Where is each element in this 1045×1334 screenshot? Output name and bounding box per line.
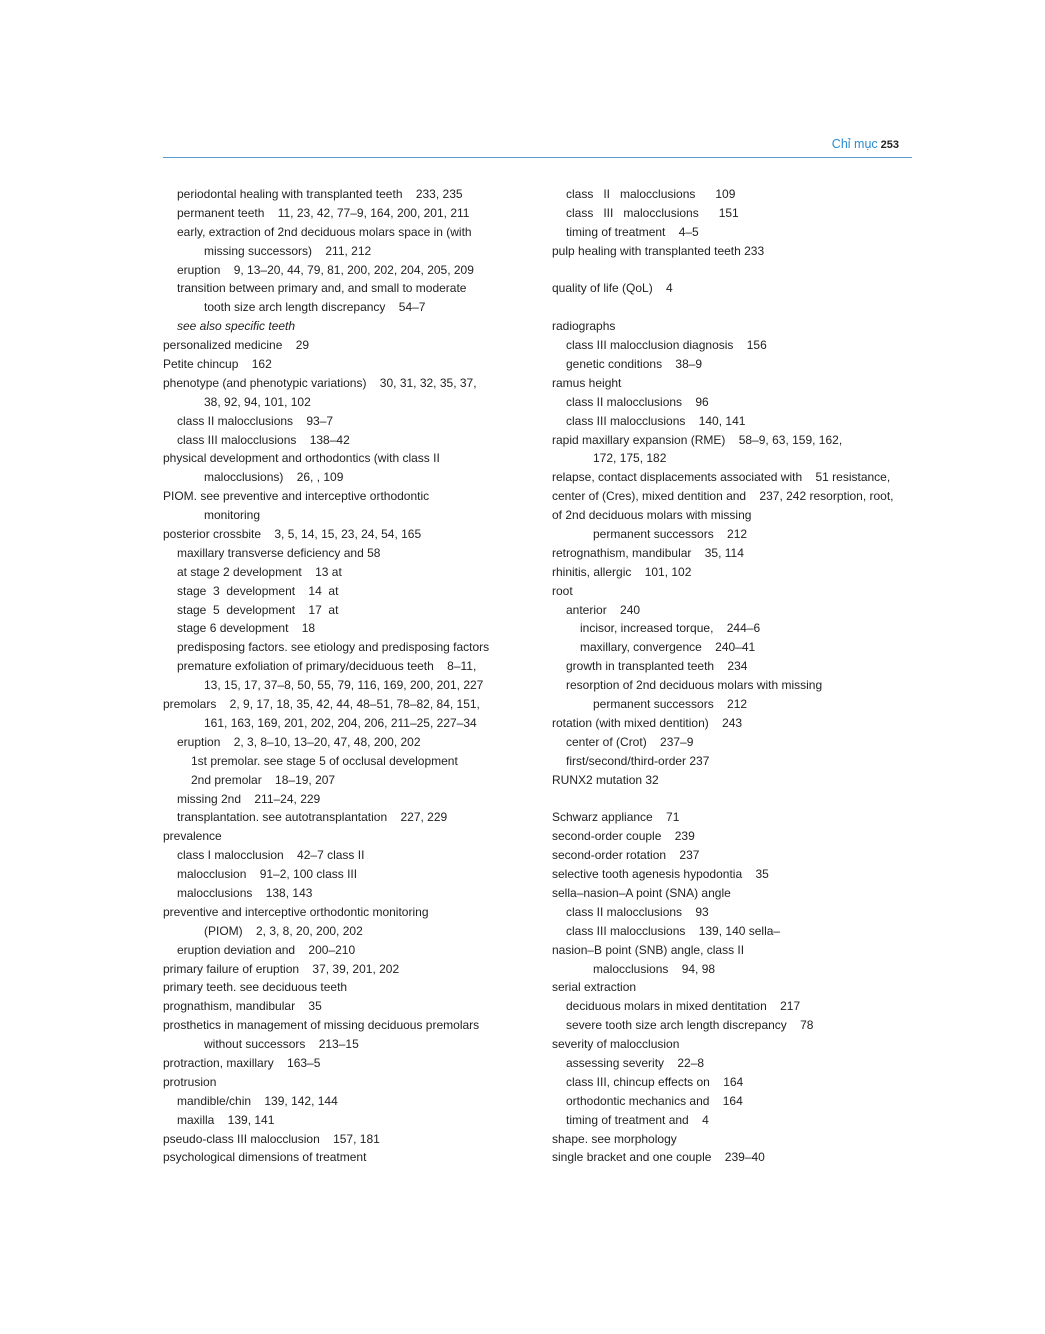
index-entry: malocclusion 91–2, 100 class III <box>177 867 358 882</box>
index-entry: radiographs <box>552 319 616 334</box>
index-entry: prevalence <box>163 829 222 844</box>
index-entry: relapse, contact displacements associated with 51 resistance, <box>552 470 891 485</box>
index-entry: assessing severity 22–8 <box>566 1055 705 1070</box>
index-entry: pulp healing with transplanted teeth 233 <box>552 243 765 258</box>
index-entry: transplantation. see autotransplantation 227, 229 <box>177 810 448 825</box>
index-column-right <box>552 185 917 1167</box>
index-entry: periodontal healing with transplanted teeth 233, 235 <box>177 187 463 201</box>
index-entry: RUNX2 mutation 32 <box>552 772 659 787</box>
header-rule <box>163 157 912 158</box>
index-entry: rotation (with mixed dentition) 243 <box>552 715 743 730</box>
index-entry: growth in transplanted teeth 234 <box>566 659 748 674</box>
index-entry: 161, 163, 169, 201, 202, 204, 206, 211–25, 227–34 <box>204 715 477 730</box>
index-entry: nasion–B point (SNB) angle, class II <box>552 942 745 957</box>
index-entry: of 2nd deciduous molars with missing <box>552 508 752 523</box>
index-entry: missing 2nd 211–24, 229 <box>177 791 321 806</box>
index-entry: rhinitis, allergic 101, 102 <box>552 564 692 579</box>
index-entry: maxillary, convergence 240–41 <box>580 640 756 655</box>
index-entry: permanent successors 212 <box>593 527 748 542</box>
index-entry: preventive and interceptive orthodontic monitoring <box>163 904 429 919</box>
index-entry: early, extraction of 2nd deciduous molars space in (with <box>177 224 472 239</box>
index-entry: class III malocclusions 140, 141 <box>566 413 746 428</box>
index-entry: first/second/third-order 237 <box>566 753 710 768</box>
index-entry: single bracket and one couple 239–40 <box>552 1150 765 1165</box>
index-entry: ramus height <box>552 375 622 390</box>
index-entry: eruption deviation and 200–210 <box>177 942 356 957</box>
index-entry: tooth size arch length discrepancy 54–7 <box>204 300 426 315</box>
index-entry: class III malocclusions 151 <box>566 205 739 220</box>
index-entry: predisposing factors. see etiology and predisposing factors <box>177 640 490 655</box>
index-entry: class III malocclusions 139, 140 sella– <box>566 923 781 938</box>
index-entry: 172, 175, 182 <box>593 451 667 466</box>
index-entry: deciduous molars in mixed dentitation 217 <box>566 999 801 1014</box>
index-entry: severity of malocclusion <box>552 1037 680 1052</box>
index-entry: stage 6 development 18 <box>177 621 316 636</box>
index-entry: (PIOM) 2, 3, 8, 20, 200, 202 <box>204 923 363 938</box>
index-entry: at stage 2 development 13 at <box>177 564 342 579</box>
index-entry: prosthetics in management of missing deciduous premolars <box>163 1018 480 1033</box>
index-entry: class II malocclusions 93–7 <box>177 413 334 428</box>
index-entry: orthodontic mechanics and 164 <box>566 1093 743 1108</box>
index-entry: primary failure of eruption 37, 39, 201, 202 <box>163 961 400 976</box>
index-column-left <box>163 185 513 1167</box>
index-entry: anterior 240 <box>566 602 641 617</box>
index-entry: protraction, maxillary 163–5 <box>163 1055 321 1070</box>
index-entry: rapid maxillary expansion (RME) 58–9, 63, 159, 162, <box>552 432 843 447</box>
index-entry: class III malocclusions 138–42 <box>177 432 350 447</box>
index-entry: maxilla 139, 141 <box>177 1112 275 1127</box>
index-entry: permanent successors 212 <box>593 697 748 712</box>
index-entry: genetic conditions 38–9 <box>566 357 703 372</box>
index-entry: physical development and orthodontics (with class II <box>163 451 440 466</box>
index-entry: 38, 92, 94, 101, 102 <box>204 394 311 409</box>
index-entry: Schwarz appliance 71 <box>552 810 680 825</box>
index-entry: eruption 2, 3, 8–10, 13–20, 47, 48, 200, 202 <box>177 734 421 749</box>
index-entry: premature exfoliation of primary/deciduous teeth 8–11, <box>177 659 477 674</box>
index-entry: center of (Cres), mixed dentition and 237, 242 resorption, root, <box>552 489 894 504</box>
index-entry: class II malocclusions 109 <box>566 187 736 201</box>
index-entry: incisor, increased torque, 244–6 <box>580 621 761 636</box>
index-entry: malocclusions 94, 98 <box>593 961 716 976</box>
index-entry: second-order couple 239 <box>552 829 695 844</box>
index-entry: phenotype (and phenotypic variations) 30, 31, 32, 35, 37, <box>163 375 477 390</box>
index-entry: class I malocclusion 42–7 class II <box>177 848 365 863</box>
index-entry: missing successors) 211, 212 <box>204 243 372 258</box>
index-entry: personalized medicine 29 <box>163 338 310 353</box>
index-spacer <box>552 790 917 809</box>
index-entry: eruption 9, 13–20, 44, 79, 81, 200, 202, 204, 205, 209 <box>177 262 474 277</box>
index-entry: malocclusions 138, 143 <box>177 885 313 900</box>
running-head-label: Chỉ mục <box>831 137 878 151</box>
index-entry: stage 5 development 17 at <box>177 602 339 617</box>
index-entry: center of (Crot) 237–9 <box>566 734 694 749</box>
index-entry: malocclusions) 26, , 109 <box>204 470 344 485</box>
index-entry: premolars 2, 9, 17, 18, 35, 42, 44, 48–51, 78–82, 84, 151, <box>163 697 480 712</box>
index-entry: root <box>552 583 573 598</box>
index-spacer <box>552 298 917 317</box>
index-entry: posterior crossbite 3, 5, 14, 15, 23, 24, 54, 165 <box>163 527 422 542</box>
index-entry: sella–nasion–A point (SNA) angle <box>552 885 731 900</box>
index-entry: class II malocclusions 93 <box>566 904 709 919</box>
index-entry: psychological dimensions of treatment <box>163 1150 367 1165</box>
index-entry: pseudo-class III malocclusion 157, 181 <box>163 1131 380 1146</box>
index-spacer <box>552 261 917 280</box>
index-entry: selective tooth agenesis hypodontia 35 <box>552 867 769 882</box>
index-entry: serial extraction <box>552 980 637 995</box>
index-entry: class II malocclusions 96 <box>566 394 709 409</box>
index-entry: second-order rotation 237 <box>552 848 700 863</box>
index-entry: permanent teeth 11, 23, 42, 77–9, 164, 200, 201, 211 <box>177 205 470 220</box>
page-number: 253 <box>880 139 899 151</box>
index-entry: timing of treatment 4–5 <box>566 224 699 239</box>
index-entry: maxillary transverse deficiency and 58 <box>177 545 381 560</box>
index-entry: class III malocclusion diagnosis 156 <box>566 338 767 353</box>
running-head <box>832 137 899 151</box>
index-entry: monitoring <box>204 508 261 523</box>
index-entry: timing of treatment and 4 <box>566 1112 709 1127</box>
index-entry: 1st premolar. see stage 5 of occlusal development <box>191 753 458 768</box>
index-entry: quality of life (QoL) 4 <box>552 281 673 296</box>
index-entry: without successors 213–15 <box>204 1037 359 1052</box>
index-entry: see also specific teeth <box>177 319 296 334</box>
index-entry: retrognathism, mandibular 35, 114 <box>552 545 744 560</box>
index-entry: severe tooth size arch length discrepancy 78 <box>566 1018 814 1033</box>
index-entry: 2nd premolar 18–19, 207 <box>191 772 336 787</box>
index-entry: 13, 15, 17, 37–8, 50, 55, 79, 116, 169, 200, 201, 227 <box>204 678 484 693</box>
index-entry: mandible/chin 139, 142, 144 <box>177 1093 338 1108</box>
index-entry: transition between primary and, and small to moderate <box>177 281 467 296</box>
index-entry: PIOM. see preventive and interceptive orthodontic <box>163 489 430 504</box>
index-entry: stage 3 development 14 at <box>177 583 339 598</box>
index-entry: prognathism, mandibular 35 <box>163 999 322 1014</box>
index-entry: shape. see morphology <box>552 1131 677 1146</box>
index-entry: primary teeth. see deciduous teeth <box>163 980 348 995</box>
index-entry: Petite chincup 162 <box>163 357 272 372</box>
index-entry: class III, chincup effects on 164 <box>566 1074 744 1089</box>
index-entry: protrusion <box>163 1074 217 1089</box>
index-entry: resorption of 2nd deciduous molars with missing <box>566 678 823 693</box>
